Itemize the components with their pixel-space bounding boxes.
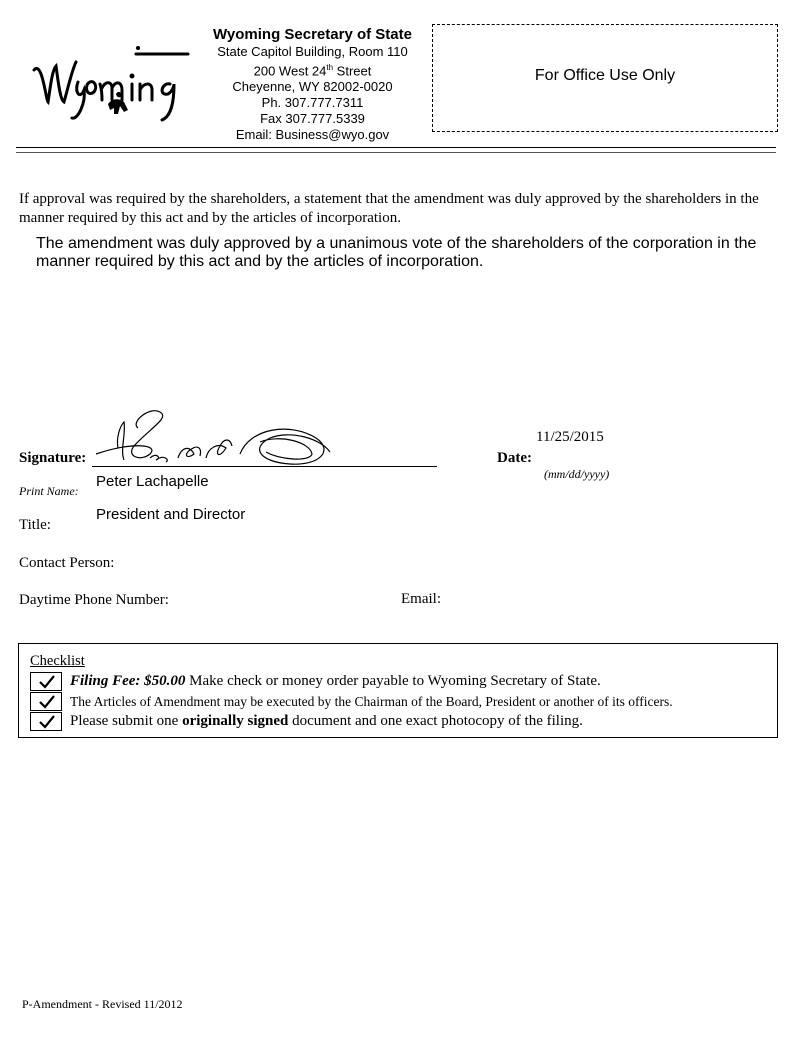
date-value[interactable]: 11/25/2015	[536, 429, 604, 445]
checklist-item-text	[70, 673, 601, 690]
address-line2-prefix: 200 West 24	[253, 63, 327, 79]
signature-label: Signature:	[19, 450, 87, 466]
checklist-box	[18, 643, 778, 738]
checklist-item-text: The Articles of Amendment may be executed by the Chairman of the Board, President or another of its officers.	[70, 694, 673, 709]
checkbox-execution[interactable]	[30, 692, 62, 711]
contact-person-label: Contact Person:	[19, 555, 115, 571]
checklist-item-original-copy	[30, 712, 770, 732]
office-fax: Fax 307.777.5339	[260, 111, 365, 127]
office-phone: Ph. 307.777.7311	[261, 95, 364, 111]
form-revision-footer: P-Amendment - Revised 11/2012	[22, 997, 183, 1011]
email-label: Email:	[401, 591, 441, 607]
checklist-item-execution	[30, 692, 770, 712]
title-label: Title:	[19, 517, 51, 533]
date-format-hint: (mm/dd/yyyy)	[544, 467, 610, 481]
wyoming-logo	[28, 40, 198, 130]
checkbox-filing-fee[interactable]	[30, 672, 62, 691]
filing-fee-text: Make check or money order payable to Wyoming Secretary of State.	[185, 673, 601, 689]
title-field[interactable]: President and Director	[96, 506, 246, 523]
checkmark-icon	[39, 715, 55, 729]
statement-label: If approval was required by the shareholders, a statement that the amendment was duly approved by the shareholders in the manner required by this act and by the articles of incorporation.	[19, 191, 759, 226]
address-line2-sup: th	[326, 63, 334, 72]
print-name-field[interactable]: Peter Lachapelle	[96, 473, 209, 490]
filing-fee-label: Filing Fee: $50.00	[70, 673, 186, 689]
office-address-block	[195, 26, 430, 143]
submit-text-after: document and one exact photocopy of the filing.	[288, 713, 583, 729]
office-name: Wyoming Secretary of State	[213, 26, 412, 43]
checkmark-icon	[39, 695, 55, 709]
office-use-label: For Office Use Only	[534, 67, 676, 84]
address-line2	[195, 60, 430, 79]
checklist-title: Checklist	[30, 653, 85, 669]
submit-text-bold: originally signed	[182, 713, 289, 729]
statement-answer[interactable]: The amendment was duly approved by a unanimous vote of the shareholders of the corporation in the manner required by this act and by the articles of incorporation.	[36, 235, 757, 270]
address-line2-suffix: Street	[333, 63, 372, 79]
signature-line[interactable]	[92, 466, 437, 467]
print-name-label: Print Name:	[19, 484, 79, 498]
office-email: Email: Business@wyo.gov	[235, 127, 390, 143]
daytime-phone-label: Daytime Phone Number:	[19, 592, 169, 608]
checkbox-original-copy[interactable]	[30, 712, 62, 731]
date-label: Date:	[497, 450, 532, 466]
submit-text-before: Please submit one	[70, 713, 183, 729]
office-use-box	[432, 24, 778, 132]
address-line3: Cheyenne, WY 82002-0020	[232, 79, 393, 95]
checkmark-icon	[39, 675, 55, 689]
checklist-item-text	[70, 713, 583, 730]
header-divider	[16, 147, 776, 148]
address-line1: State Capitol Building, Room 110	[217, 44, 408, 59]
header-divider-secondary	[16, 152, 776, 153]
checklist-item-filing-fee	[30, 672, 770, 692]
